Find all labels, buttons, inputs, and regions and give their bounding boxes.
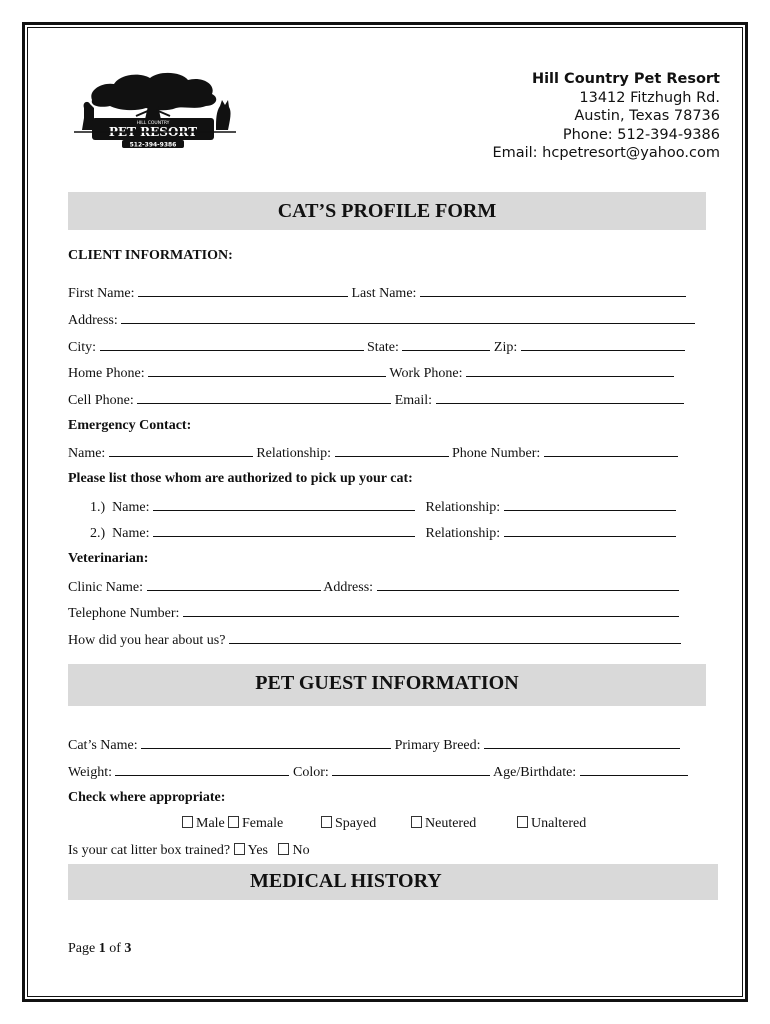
first-name-row <box>68 284 686 302</box>
medical-history-title: MEDICAL HISTORY <box>250 870 442 892</box>
age-field[interactable] <box>580 763 688 776</box>
female-label: Female <box>242 816 284 831</box>
logo-main-text: PET RESORT <box>108 125 198 139</box>
auth1-rel-label: Relationship: <box>425 500 501 515</box>
auth1-name-field[interactable] <box>153 498 415 511</box>
hear-about-row <box>68 631 681 649</box>
zip-field[interactable] <box>521 338 685 351</box>
female-option[interactable] <box>228 816 283 832</box>
weight-row <box>68 763 688 781</box>
female-checkbox[interactable] <box>228 816 239 828</box>
page-total: 3 <box>124 941 132 956</box>
weight-field[interactable] <box>115 763 289 776</box>
emergency-row <box>68 444 678 462</box>
hear-about-field[interactable] <box>229 631 681 644</box>
state-label: State: <box>367 340 399 355</box>
auth2-name-label: Name: <box>112 526 150 541</box>
email-label: Email: <box>394 393 433 408</box>
logo-phone-text: 512-394-9386 <box>129 141 177 149</box>
hear-about-label: How did you hear about us? <box>68 633 226 648</box>
cat-name-field[interactable] <box>141 736 391 749</box>
litter-no-checkbox[interactable] <box>278 843 289 855</box>
auth1-number: 1.) <box>90 500 106 515</box>
ec-name-field[interactable] <box>109 444 253 457</box>
clinic-name-label: Clinic Name: <box>68 580 144 595</box>
cell-phone-label: Cell Phone: <box>68 393 134 408</box>
contact-header <box>492 70 720 163</box>
male-label: Male <box>196 816 225 831</box>
phone-row <box>68 364 674 382</box>
company-name: Hill Country Pet Resort <box>531 71 720 87</box>
home-phone-field[interactable] <box>148 364 386 377</box>
page-word: Page <box>68 941 96 956</box>
unaltered-label: Unaltered <box>531 816 587 831</box>
auth2-rel-field[interactable] <box>504 524 676 537</box>
primary-breed-field[interactable] <box>484 736 680 749</box>
pet-guest-title: PET GUEST INFORMATION <box>255 672 519 694</box>
logo-top-text: HILL COUNTRY <box>136 121 170 126</box>
color-field[interactable] <box>332 763 490 776</box>
address-field[interactable] <box>121 311 695 324</box>
authorized-row-1 <box>90 498 676 516</box>
ec-relationship-label: Relationship: <box>256 446 331 461</box>
litter-no-label: No <box>292 843 310 858</box>
emergency-contact-heading: Emergency Contact: <box>68 418 192 433</box>
male-option[interactable] <box>182 816 225 832</box>
home-phone-label: Home Phone: <box>68 366 145 381</box>
auth2-name-field[interactable] <box>153 524 415 537</box>
work-phone-label: Work Phone: <box>389 366 463 381</box>
last-name-label: Last Name: <box>351 286 417 301</box>
first-name-field[interactable] <box>138 284 348 297</box>
cat-name-label: Cat’s Name: <box>68 738 138 753</box>
clinic-address-label: Address: <box>323 580 374 595</box>
ec-relationship-field[interactable] <box>335 444 449 457</box>
zip-label: Zip: <box>493 340 518 355</box>
cell-row <box>68 391 684 409</box>
address-row <box>68 311 695 329</box>
clinic-row <box>68 578 679 596</box>
litter-question: Is your cat litter box trained? <box>68 843 231 858</box>
auth2-rel-label: Relationship: <box>425 526 501 541</box>
male-checkbox[interactable] <box>182 816 193 828</box>
ec-phone-field[interactable] <box>544 444 678 457</box>
last-name-field[interactable] <box>420 284 686 297</box>
of-word: of <box>109 941 121 956</box>
city-row <box>68 338 685 356</box>
telephone-field[interactable] <box>183 604 679 617</box>
client-info-heading: CLIENT INFORMATION: <box>68 248 233 263</box>
address-label: Address: <box>68 313 118 328</box>
clinic-name-field[interactable] <box>147 578 321 591</box>
auth1-rel-field[interactable] <box>504 498 676 511</box>
weight-label: Weight: <box>68 765 112 780</box>
unaltered-checkbox[interactable] <box>517 816 528 828</box>
ec-phone-label: Phone Number: <box>452 446 541 461</box>
ec-name-label: Name: <box>68 446 106 461</box>
authorized-row-2 <box>90 524 676 542</box>
neutered-checkbox[interactable] <box>411 816 422 828</box>
color-label: Color: <box>292 765 329 780</box>
telephone-row <box>68 604 679 622</box>
form-title-banner <box>68 192 706 230</box>
company-address-line2: Austin, Texas 78736 <box>574 108 720 124</box>
pet-resort-logo <box>70 66 240 152</box>
spayed-checkbox[interactable] <box>321 816 332 828</box>
auth1-name-label: Name: <box>112 500 150 515</box>
neutered-label: Neutered <box>425 816 477 831</box>
company-address-line1: 13412 Fitzhugh Rd. <box>579 89 720 106</box>
age-label: Age/Birthdate: <box>493 765 577 780</box>
city-label: City: <box>68 340 97 355</box>
auth2-number: 2.) <box>90 526 106 541</box>
check-heading: Check where appropriate: <box>68 790 226 805</box>
spayed-label: Spayed <box>335 816 377 831</box>
neutered-option[interactable] <box>411 816 476 832</box>
litter-yes-checkbox[interactable] <box>234 843 245 855</box>
work-phone-field[interactable] <box>466 364 674 377</box>
spayed-option[interactable] <box>321 816 376 832</box>
page-footer <box>68 941 131 957</box>
state-field[interactable] <box>402 338 490 351</box>
clinic-address-field[interactable] <box>377 578 679 591</box>
page-number: 1 <box>98 941 106 956</box>
email-field[interactable] <box>436 391 684 404</box>
primary-breed-label: Primary Breed: <box>394 738 481 753</box>
first-name-label: First Name: <box>68 286 135 301</box>
city-field[interactable] <box>100 338 364 351</box>
litter-yes-label: Yes <box>247 843 268 858</box>
unaltered-option[interactable] <box>517 816 586 832</box>
company-email: Email: hcpetresort@yahoo.com <box>492 145 720 161</box>
cell-phone-field[interactable] <box>137 391 391 404</box>
form-title: CAT’S PROFILE FORM <box>277 200 497 222</box>
medical-history-banner <box>68 864 718 900</box>
company-phone: Phone: 512-394-9386 <box>562 126 720 143</box>
authorized-heading: Please list those whom are authorized to pick up your cat: <box>68 471 413 486</box>
pet-guest-banner <box>68 664 706 706</box>
litter-row <box>68 843 310 859</box>
telephone-label: Telephone Number: <box>68 606 180 621</box>
cat-name-row <box>68 736 680 754</box>
veterinarian-heading: Veterinarian: <box>68 551 149 566</box>
